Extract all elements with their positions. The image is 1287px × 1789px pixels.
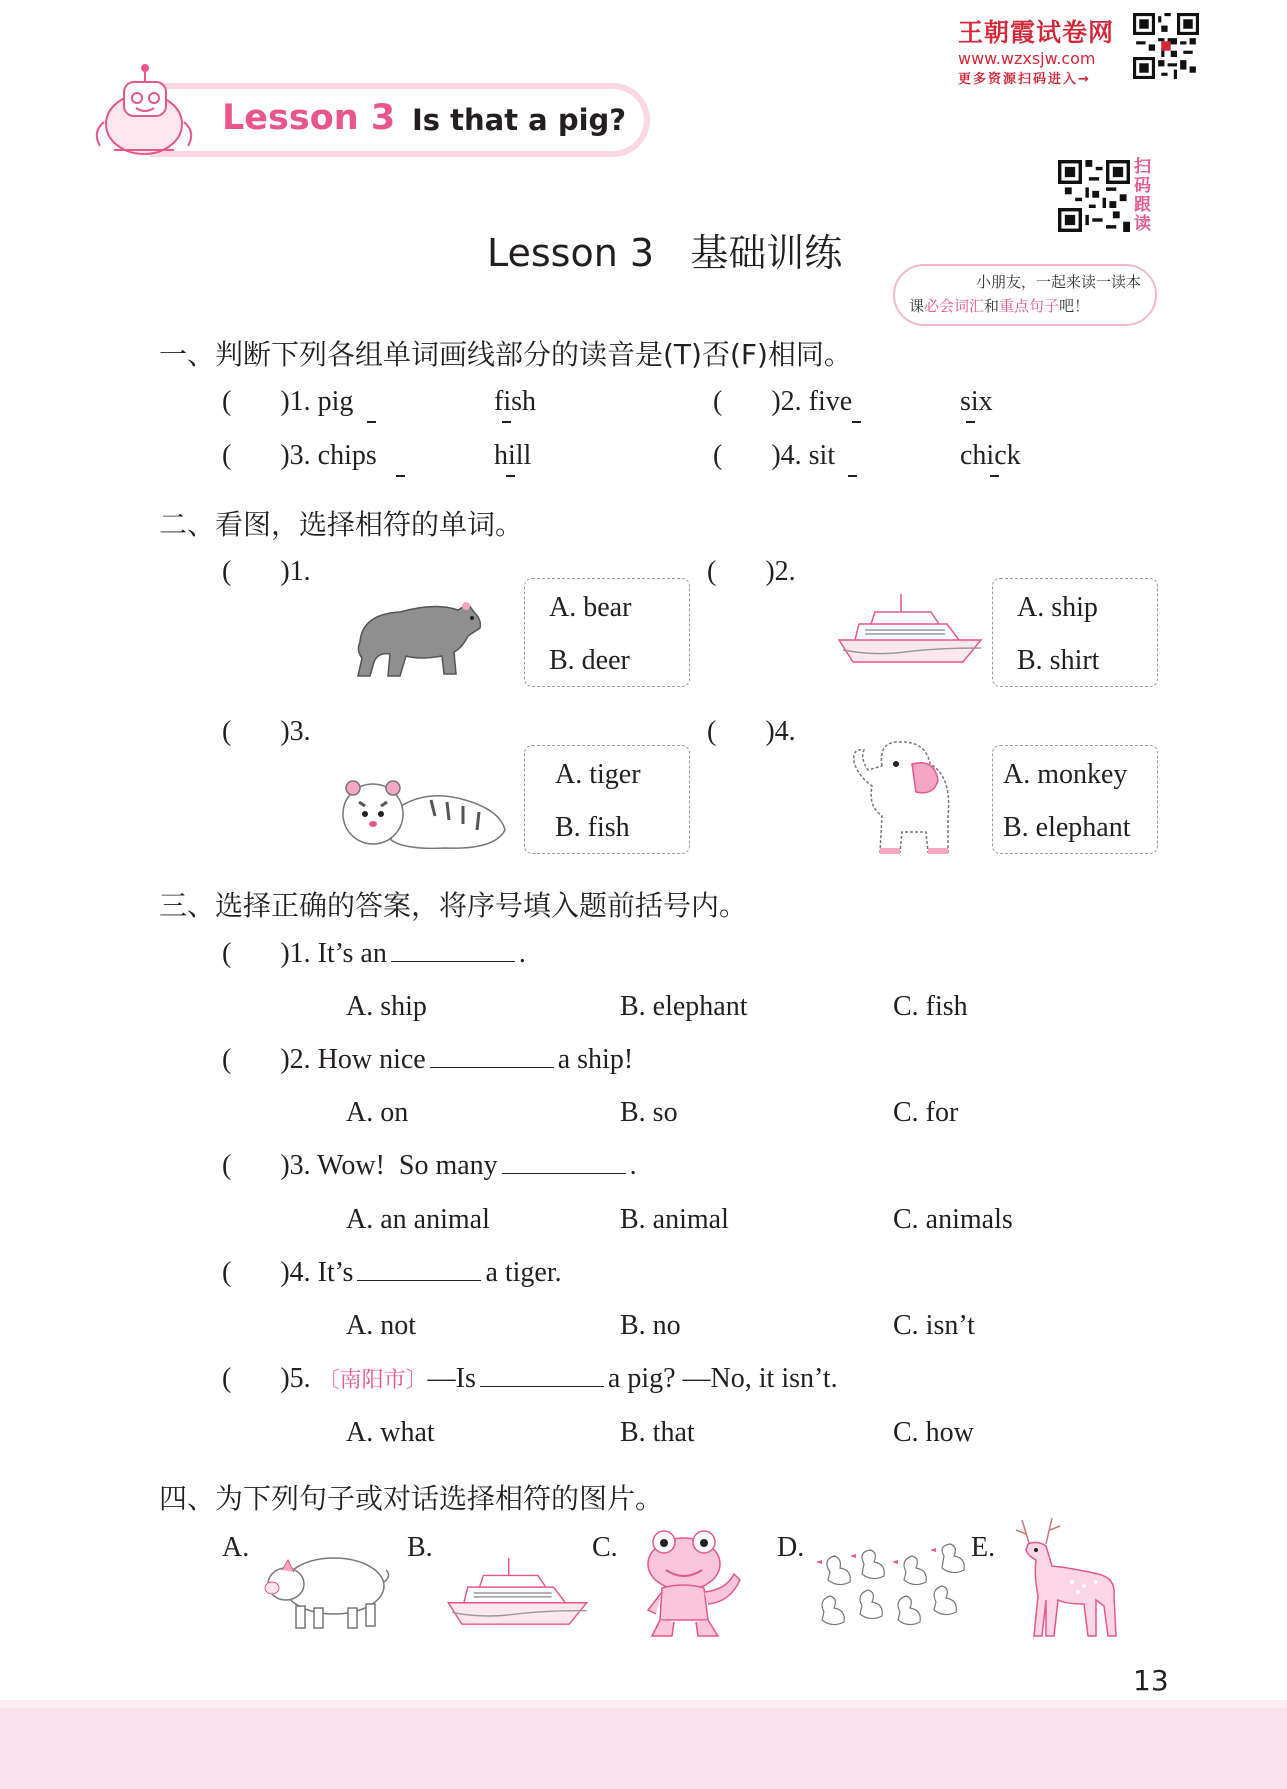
s2-q4-option-a[interactable]: A. monkey <box>1003 759 1128 790</box>
s2-q2-options <box>992 578 1158 687</box>
city-tag: 〔南阳市〕 <box>317 1368 428 1393</box>
s3-q1-option-b[interactable]: B. elephant <box>620 991 748 1022</box>
picture-label-e: E. <box>971 1532 996 1563</box>
page-title: Lesson 3 基础训练 <box>487 231 843 275</box>
s2-q1-option-a[interactable]: A. bear <box>549 592 632 623</box>
s2-q3-number: ( )3. <box>222 716 311 747</box>
s3-q4-option-c[interactable]: C. isn’t <box>893 1310 975 1341</box>
brand-qr-code-icon[interactable] <box>1133 13 1199 79</box>
s3-q4-option-a[interactable]: A. not <box>346 1310 416 1341</box>
s3-q1: ( )1. It’s an . <box>222 938 526 969</box>
s3-q4-option-b[interactable]: B. no <box>620 1310 681 1341</box>
s3-q2-option-a[interactable]: A. on <box>346 1097 409 1128</box>
answer-blank[interactable] <box>357 1258 481 1281</box>
scan-to-read-label: 扫码跟读 <box>1134 157 1151 234</box>
picture-label-a: A. <box>222 1532 250 1563</box>
s2-q3-options <box>524 745 690 854</box>
s2-q4-number: ( )4. <box>707 716 796 747</box>
s3-q1-option-a[interactable]: A. ship <box>346 991 427 1022</box>
s3-q3: ( )3. Wow! So many . <box>222 1150 637 1181</box>
lesson-tag: Lesson 3 <box>222 98 396 138</box>
picture-label-d: D. <box>777 1532 805 1563</box>
answer-blank[interactable] <box>430 1045 554 1068</box>
page-number: 13 <box>1133 1664 1169 1697</box>
s2-q3-option-a[interactable]: A. tiger <box>555 759 641 790</box>
s2-q2-option-a[interactable]: A. ship <box>1017 592 1098 623</box>
s3-q2-option-b[interactable]: B. so <box>620 1097 678 1128</box>
s3-q3-option-a[interactable]: A. an animal <box>346 1204 490 1235</box>
s2-q4-option-b[interactable]: B. elephant <box>1003 812 1131 843</box>
s3-q5-option-a[interactable]: A. what <box>346 1417 435 1448</box>
pig-picture-icon[interactable] <box>262 1542 392 1632</box>
tiger-picture-icon <box>335 770 510 852</box>
s1-q2: ( )2. five <box>713 386 853 417</box>
ship-picture-icon <box>835 590 985 670</box>
section2-heading: 二、看图，选择相符的单词。 <box>159 508 524 541</box>
s1-q4: ( )4. sit <box>713 440 836 471</box>
scan-qr-code-icon[interactable] <box>1058 160 1130 232</box>
s2-q3-option-b[interactable]: B. fish <box>555 812 630 843</box>
s3-q2: ( )2. How nice a ship! <box>222 1044 634 1075</box>
bubble-line-1: 小朋友，一起来读一读本 <box>975 273 1141 291</box>
s2-q4-options <box>992 745 1158 854</box>
s1-q3-word2: hill <box>494 440 532 471</box>
s3-q2-option-c[interactable]: C. for <box>893 1097 959 1128</box>
s1-q4-word2: chick <box>960 440 1021 471</box>
footer-band <box>0 1708 1287 1789</box>
s3-q5: ( )5. 〔南阳市〕—Is a pig? —No, it isn’t. <box>222 1363 838 1394</box>
reading-tip-bubble <box>893 264 1157 326</box>
section4-heading: 四、为下列句子或对话选择相符的图片。 <box>159 1482 664 1515</box>
s1-q3: ( )3. chips <box>222 440 377 471</box>
answer-blank[interactable] <box>480 1364 604 1387</box>
s1-q2-word2: six <box>960 386 993 417</box>
answer-blank[interactable] <box>391 939 515 962</box>
s2-q2-option-b[interactable]: B. shirt <box>1017 645 1100 676</box>
section3-heading: 三、选择正确的答案，将序号填入题前括号内。 <box>159 889 748 922</box>
s1-q1: ( )1. pig <box>222 386 354 417</box>
s3-q3-option-c[interactable]: C. animals <box>893 1204 1013 1235</box>
s2-q2-number: ( )2. <box>707 556 796 587</box>
picture-label-b: B. <box>407 1532 433 1563</box>
bear-picture-icon <box>350 592 485 680</box>
brand-tagline: 更多资源扫码进入→ <box>958 72 1091 87</box>
s1-q1-word2: fish <box>494 386 536 417</box>
s2-q1-options <box>524 578 690 687</box>
ship-picture-icon[interactable] <box>440 1554 595 1632</box>
s2-q1-number: ( )1. <box>222 556 311 587</box>
elephant-picture-icon <box>838 736 963 858</box>
ducks-picture-icon[interactable] <box>812 1542 972 1634</box>
bubble-line-2: 课必会词汇和重点句子吧！ <box>909 297 1090 315</box>
brand-url[interactable]: www.wzxsjw.com <box>958 49 1096 68</box>
answer-blank[interactable] <box>502 1151 626 1174</box>
s3-q1-option-c[interactable]: C. fish <box>893 991 968 1022</box>
s3-q5-option-b[interactable]: B. that <box>620 1417 695 1448</box>
lesson-title: Is that a pig? <box>412 103 627 137</box>
deer-picture-icon[interactable] <box>1012 1516 1128 1642</box>
brand-block[interactable] <box>958 13 1114 87</box>
s3-q5-option-c[interactable]: C. how <box>893 1417 974 1448</box>
s3-q4: ( )4. It’s a tiger. <box>222 1257 562 1288</box>
s3-q3-option-b[interactable]: B. animal <box>620 1204 729 1235</box>
picture-label-c: C. <box>592 1532 618 1563</box>
robot-mascot-icon <box>84 62 234 162</box>
s2-q1-option-b[interactable]: B. deer <box>549 645 630 676</box>
frog-picture-icon[interactable] <box>638 1530 743 1640</box>
brand-name: 王朝霞试卷网 <box>958 18 1115 47</box>
section1-heading: 一、判断下列各组单词画线部分的读音是(T)否(F)相同。 <box>159 338 852 371</box>
